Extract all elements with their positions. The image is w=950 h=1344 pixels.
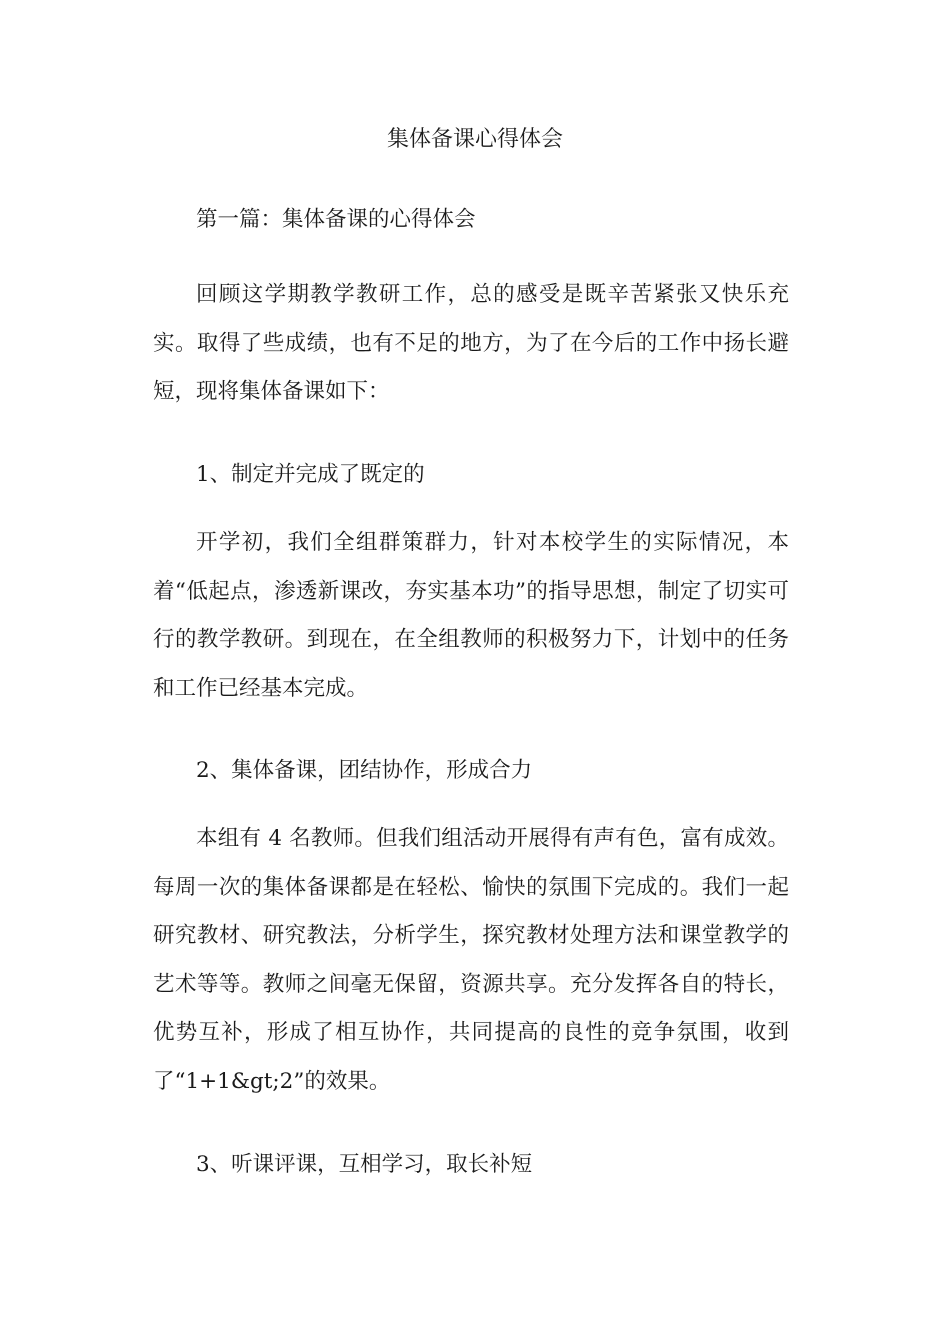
paragraph-item-2-body: 本组有 4 名教师。但我们组活动开展得有声有色，富有成效。每周一次的集体备课都是在轻松、愉快的氛围下完成的。我们一起研究教材、研究教法，分析学生，探究教材处理方法和课堂教学的艺术等等。教师之间毫无保留，资源共享。充分发挥各自的特长，优势互补，形成了相互协作，共同提高的良性的竞争氛围，收到了“1+1&gt;2”的效果。 bbox=[153, 826, 789, 1094]
paragraph-item-3-heading: 3、听课评课，互相学习，取长补短 bbox=[196, 1152, 533, 1177]
paragraph-intro: 回顾这学期教学教研工作，总的感受是既辛苦紧张又快乐充实。取得了些成绩，也有不足的地方，为了在今后的工作中扬长避短，现将集体备课如下： bbox=[153, 282, 789, 405]
paragraph-item-1-heading: 1、制定并完成了既定的 bbox=[196, 462, 425, 487]
section-heading: 第一篇：集体备课的心得体会 bbox=[196, 207, 476, 232]
paragraph-item-1-body: 开学初，我们全组群策群力，针对本校学生的实际情况，本着“低起点，渗透新课改，夯实基本功”的指导思想，制定了切实可行的教学教研。到现在，在全组教师的积极努力下，计划中的任务和工作已经基本完成。 bbox=[153, 530, 789, 701]
document-title: 集体备课心得体会 bbox=[386, 127, 563, 152]
paragraph-item-2-heading: 2、集体备课，团结协作，形成合力 bbox=[196, 758, 533, 783]
